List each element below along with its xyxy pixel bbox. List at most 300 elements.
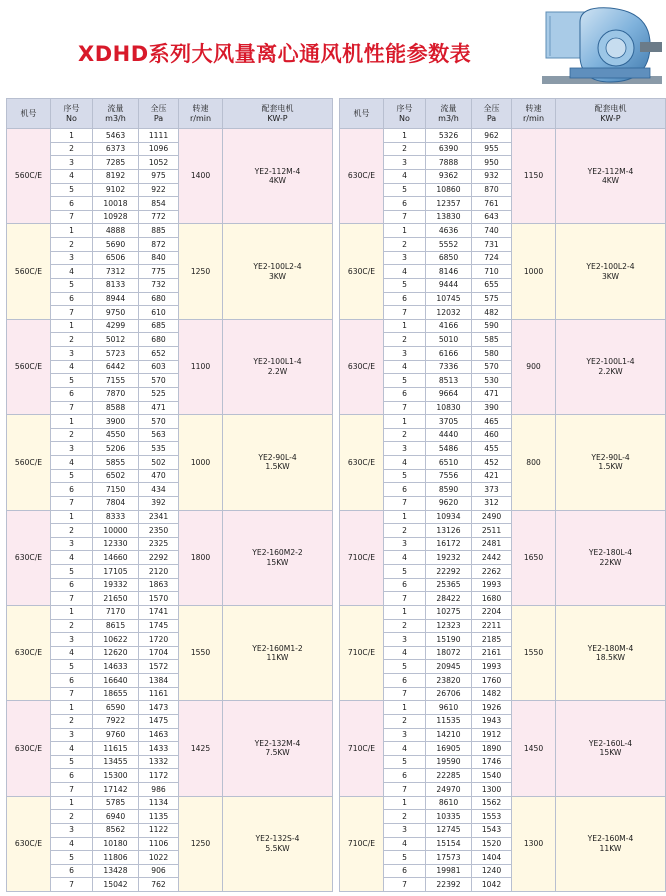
speed-cell: 1250 — [179, 796, 223, 891]
flow-cell: 6390 — [426, 142, 472, 156]
flow-cell: 8610 — [426, 796, 472, 810]
pressure-cell: 2161 — [472, 646, 512, 660]
pressure-cell: 2262 — [472, 565, 512, 579]
row-number-cell: 1 — [51, 319, 93, 333]
row-number-cell: 5 — [384, 374, 426, 388]
flow-cell: 4440 — [426, 428, 472, 442]
row-number-cell: 7 — [384, 496, 426, 510]
flow-cell: 4550 — [93, 428, 139, 442]
row-number-cell: 4 — [51, 169, 93, 183]
flow-cell: 6850 — [426, 251, 472, 265]
motor-cell — [223, 510, 333, 605]
motor-model: YE2-160M2-2 — [252, 548, 303, 558]
pressure-cell: 2185 — [472, 633, 512, 647]
flow-cell: 10275 — [426, 605, 472, 619]
motor-model: YE2-132S-4 — [255, 834, 300, 844]
speed-cell: 1550 — [179, 605, 223, 700]
flow-cell: 11615 — [93, 742, 139, 756]
flow-cell: 5012 — [93, 333, 139, 347]
row-number-cell: 3 — [384, 156, 426, 170]
flow-cell: 14660 — [93, 551, 139, 565]
pressure-cell: 1553 — [472, 810, 512, 824]
pressure-cell: 1135 — [139, 810, 179, 824]
pressure-cell: 563 — [139, 428, 179, 442]
pressure-cell: 2511 — [472, 524, 512, 538]
pressure-cell: 570 — [139, 374, 179, 388]
speed-cell: 1150 — [512, 129, 556, 224]
table-row — [7, 605, 333, 619]
row-number-cell: 1 — [384, 510, 426, 524]
flow-cell: 9620 — [426, 496, 472, 510]
pressure-cell: 680 — [139, 292, 179, 306]
pressure-cell: 603 — [139, 360, 179, 374]
pressure-cell: 1912 — [472, 728, 512, 742]
pressure-cell: 885 — [139, 224, 179, 238]
row-number-cell: 7 — [51, 306, 93, 320]
page-header — [0, 0, 666, 98]
table-header-row — [340, 99, 666, 129]
flow-cell: 12032 — [426, 306, 472, 320]
flow-cell: 9760 — [93, 728, 139, 742]
pressure-cell: 1863 — [139, 578, 179, 592]
flow-cell: 8590 — [426, 483, 472, 497]
pressure-cell: 570 — [472, 360, 512, 374]
row-number-cell: 6 — [384, 387, 426, 401]
motor-cell — [556, 224, 666, 319]
row-number-cell: 2 — [51, 810, 93, 824]
flow-cell: 16640 — [93, 674, 139, 688]
pressure-cell: 1134 — [139, 796, 179, 810]
motor-model: YE2-112M-4 — [254, 166, 301, 176]
pressure-cell: 761 — [472, 197, 512, 211]
flow-cell: 15190 — [426, 633, 472, 647]
pressure-cell: 1572 — [139, 660, 179, 674]
pressure-cell: 962 — [472, 129, 512, 143]
performance-table-left — [6, 98, 333, 892]
pressure-cell: 482 — [472, 306, 512, 320]
pressure-cell: 610 — [139, 306, 179, 320]
motor-model: YE2-160L-4 — [588, 738, 633, 748]
row-number-cell: 6 — [51, 578, 93, 592]
flow-cell: 10830 — [426, 401, 472, 415]
table-row — [7, 796, 333, 810]
motor-cell — [556, 129, 666, 224]
motor-power: 5.5KW — [265, 843, 290, 853]
model-cell: 710C/E — [340, 605, 384, 700]
row-number-cell: 2 — [51, 428, 93, 442]
row-number-cell: 2 — [384, 524, 426, 538]
flow-cell: 10335 — [426, 810, 472, 824]
flow-cell: 12330 — [93, 537, 139, 551]
motor-model: YE2-90L-4 — [591, 452, 630, 462]
row-number-cell: 6 — [384, 674, 426, 688]
row-number-cell: 4 — [51, 646, 93, 660]
flow-cell: 9664 — [426, 387, 472, 401]
row-number-cell: 1 — [384, 415, 426, 429]
speed-cell: 1800 — [179, 510, 223, 605]
flow-cell: 8133 — [93, 278, 139, 292]
flow-cell: 23820 — [426, 674, 472, 688]
model-cell: 630C/E — [7, 510, 51, 605]
flow-cell: 25365 — [426, 578, 472, 592]
pressure-cell: 2490 — [472, 510, 512, 524]
row-number-cell: 7 — [51, 210, 93, 224]
flow-cell: 5723 — [93, 347, 139, 361]
pressure-cell: 434 — [139, 483, 179, 497]
pressure-cell: 1332 — [139, 755, 179, 769]
row-number-cell: 7 — [384, 401, 426, 415]
row-number-cell: 3 — [384, 823, 426, 837]
speed-cell: 1250 — [179, 224, 223, 319]
motor-power: 22KW — [599, 557, 622, 567]
row-number-cell: 5 — [384, 469, 426, 483]
flow-cell: 8513 — [426, 374, 472, 388]
row-number-cell: 1 — [384, 319, 426, 333]
row-number-cell: 6 — [384, 864, 426, 878]
motor-power: 15KW — [266, 557, 289, 567]
flow-cell: 6442 — [93, 360, 139, 374]
row-number-cell: 5 — [51, 851, 93, 865]
motor-cell — [223, 605, 333, 700]
model-cell: 560C/E — [7, 415, 51, 510]
flow-cell: 10745 — [426, 292, 472, 306]
pressure-cell: 1300 — [472, 783, 512, 797]
row-number-cell: 3 — [51, 442, 93, 456]
flow-cell: 3900 — [93, 415, 139, 429]
flow-cell: 6510 — [426, 456, 472, 470]
table-row — [340, 319, 666, 333]
flow-cell: 11806 — [93, 851, 139, 865]
flow-cell: 10018 — [93, 197, 139, 211]
row-number-cell: 6 — [384, 197, 426, 211]
row-number-cell: 4 — [384, 360, 426, 374]
row-number-cell: 1 — [51, 415, 93, 429]
row-number-cell: 6 — [51, 674, 93, 688]
flow-cell: 6502 — [93, 469, 139, 483]
row-number-cell: 3 — [51, 823, 93, 837]
flow-cell: 9102 — [93, 183, 139, 197]
row-number-cell: 2 — [51, 142, 93, 156]
pressure-cell: 530 — [472, 374, 512, 388]
header-model: 机号 — [340, 99, 384, 129]
pressure-cell: 986 — [139, 783, 179, 797]
flow-cell: 26706 — [426, 687, 472, 701]
pressure-cell: 1096 — [139, 142, 179, 156]
header-no: 序号 No — [384, 99, 426, 129]
pressure-cell: 585 — [472, 333, 512, 347]
row-number-cell: 5 — [384, 183, 426, 197]
flow-cell: 10934 — [426, 510, 472, 524]
pressure-cell: 732 — [139, 278, 179, 292]
motor-power: 4KW — [601, 176, 620, 186]
header-speed: 转速 r/min — [179, 99, 223, 129]
flow-cell: 7150 — [93, 483, 139, 497]
row-number-cell: 7 — [51, 783, 93, 797]
pressure-cell: 2292 — [139, 551, 179, 565]
pressure-cell: 460 — [472, 428, 512, 442]
pressure-cell: 762 — [139, 878, 179, 892]
pressure-cell: 1240 — [472, 864, 512, 878]
pressure-cell: 580 — [472, 347, 512, 361]
table-row — [340, 224, 666, 238]
motor-cell — [556, 415, 666, 510]
flow-cell: 5010 — [426, 333, 472, 347]
pressure-cell: 525 — [139, 387, 179, 401]
pressure-cell: 590 — [472, 319, 512, 333]
table-row — [7, 319, 333, 333]
flow-cell: 4636 — [426, 224, 472, 238]
speed-cell: 1000 — [512, 224, 556, 319]
row-number-cell: 5 — [51, 374, 93, 388]
performance-tables — [4, 98, 664, 892]
speed-cell: 1650 — [512, 510, 556, 605]
pressure-cell: 870 — [472, 183, 512, 197]
pressure-cell: 652 — [139, 347, 179, 361]
model-cell: 710C/E — [340, 796, 384, 891]
flow-cell: 14210 — [426, 728, 472, 742]
pressure-cell: 570 — [139, 415, 179, 429]
flow-cell: 16905 — [426, 742, 472, 756]
model-cell: 560C/E — [7, 319, 51, 414]
row-number-cell: 3 — [384, 633, 426, 647]
pressure-cell: 421 — [472, 469, 512, 483]
row-number-cell: 1 — [384, 796, 426, 810]
row-number-cell: 2 — [384, 714, 426, 728]
row-number-cell: 2 — [51, 238, 93, 252]
pressure-cell: 1404 — [472, 851, 512, 865]
row-number-cell: 5 — [51, 469, 93, 483]
model-cell: 560C/E — [7, 224, 51, 319]
pressure-cell: 2325 — [139, 537, 179, 551]
flow-cell: 5326 — [426, 129, 472, 143]
row-number-cell: 1 — [384, 605, 426, 619]
row-number-cell: 2 — [51, 333, 93, 347]
row-number-cell: 1 — [384, 701, 426, 715]
flow-cell: 5486 — [426, 442, 472, 456]
pressure-cell: 455 — [472, 442, 512, 456]
row-number-cell: 3 — [51, 347, 93, 361]
pressure-cell: 1993 — [472, 660, 512, 674]
pressure-cell: 922 — [139, 183, 179, 197]
row-number-cell: 2 — [384, 619, 426, 633]
pressure-cell: 1741 — [139, 605, 179, 619]
motor-power: 1.5KW — [265, 462, 290, 472]
flow-cell: 7888 — [426, 156, 472, 170]
row-number-cell: 4 — [384, 265, 426, 279]
row-number-cell: 7 — [384, 783, 426, 797]
flow-cell: 14633 — [93, 660, 139, 674]
flow-cell: 4166 — [426, 319, 472, 333]
pressure-cell: 1052 — [139, 156, 179, 170]
model-cell: 630C/E — [340, 224, 384, 319]
row-number-cell: 1 — [384, 224, 426, 238]
table-row — [340, 510, 666, 524]
motor-power: 2.2W — [267, 366, 288, 376]
pressure-cell: 471 — [472, 387, 512, 401]
pressure-cell: 1520 — [472, 837, 512, 851]
flow-cell: 6506 — [93, 251, 139, 265]
flow-cell: 13126 — [426, 524, 472, 538]
row-number-cell: 2 — [51, 524, 93, 538]
performance-table-right — [339, 98, 666, 892]
speed-cell: 800 — [512, 415, 556, 510]
flow-cell: 7312 — [93, 265, 139, 279]
row-number-cell: 4 — [384, 551, 426, 565]
speed-cell: 1425 — [179, 701, 223, 796]
row-number-cell: 7 — [384, 306, 426, 320]
flow-cell: 13830 — [426, 210, 472, 224]
flow-cell: 11535 — [426, 714, 472, 728]
flow-cell: 6373 — [93, 142, 139, 156]
pressure-cell: 1760 — [472, 674, 512, 688]
pressure-cell: 1042 — [472, 878, 512, 892]
pressure-cell: 535 — [139, 442, 179, 456]
pressure-cell: 1543 — [472, 823, 512, 837]
table-row — [7, 510, 333, 524]
flow-cell: 12357 — [426, 197, 472, 211]
flow-cell: 12323 — [426, 619, 472, 633]
row-number-cell: 2 — [51, 619, 93, 633]
row-number-cell: 7 — [51, 401, 93, 415]
header-flow: 流量 m3/h — [93, 99, 139, 129]
speed-cell: 1000 — [179, 415, 223, 510]
row-number-cell: 4 — [384, 456, 426, 470]
flow-cell: 15042 — [93, 878, 139, 892]
row-number-cell: 6 — [51, 292, 93, 306]
flow-cell: 6166 — [426, 347, 472, 361]
row-number-cell: 3 — [384, 728, 426, 742]
flow-cell: 7804 — [93, 496, 139, 510]
header-pressure: 全压 Pa — [472, 99, 512, 129]
flow-cell: 12620 — [93, 646, 139, 660]
row-number-cell: 6 — [51, 197, 93, 211]
row-number-cell: 3 — [384, 251, 426, 265]
row-number-cell: 4 — [51, 456, 93, 470]
flow-cell: 10000 — [93, 524, 139, 538]
motor-power: 3KW — [601, 271, 620, 281]
pressure-cell: 1745 — [139, 619, 179, 633]
row-number-cell: 7 — [384, 592, 426, 606]
flow-cell: 19332 — [93, 578, 139, 592]
row-number-cell: 3 — [384, 347, 426, 361]
motor-cell — [556, 319, 666, 414]
table-row — [7, 129, 333, 143]
pressure-cell: 1890 — [472, 742, 512, 756]
pressure-cell: 2204 — [472, 605, 512, 619]
row-number-cell: 1 — [51, 701, 93, 715]
pressure-cell: 2350 — [139, 524, 179, 538]
row-number-cell: 6 — [384, 292, 426, 306]
flow-cell: 5463 — [93, 129, 139, 143]
speed-cell: 1100 — [179, 319, 223, 414]
row-number-cell: 1 — [51, 224, 93, 238]
pressure-cell: 955 — [472, 142, 512, 156]
header-speed: 转速 r/min — [512, 99, 556, 129]
flow-cell: 5855 — [93, 456, 139, 470]
row-number-cell: 7 — [51, 687, 93, 701]
flow-cell: 6590 — [93, 701, 139, 715]
flow-cell: 13455 — [93, 755, 139, 769]
pressure-cell: 1473 — [139, 701, 179, 715]
pressure-cell: 1172 — [139, 769, 179, 783]
model-cell: 630C/E — [7, 796, 51, 891]
flow-cell: 5206 — [93, 442, 139, 456]
row-number-cell: 1 — [51, 510, 93, 524]
table-header-row — [7, 99, 333, 129]
pressure-cell: 452 — [472, 456, 512, 470]
pressure-cell: 1562 — [472, 796, 512, 810]
pressure-cell: 390 — [472, 401, 512, 415]
motor-power: 3KW — [268, 271, 287, 281]
flow-cell: 3705 — [426, 415, 472, 429]
motor-cell — [223, 319, 333, 414]
table-row — [340, 701, 666, 715]
model-cell: 710C/E — [340, 510, 384, 605]
row-number-cell: 5 — [384, 755, 426, 769]
flow-cell: 8562 — [93, 823, 139, 837]
header-no: 序号 No — [51, 99, 93, 129]
pressure-cell: 1384 — [139, 674, 179, 688]
pressure-cell: 906 — [139, 864, 179, 878]
pressure-cell: 1433 — [139, 742, 179, 756]
page-title: XDHD系列大风量离心通风机性能参数表 — [78, 42, 472, 66]
motor-model: YE2-90L-4 — [258, 452, 297, 462]
model-cell: 710C/E — [340, 701, 384, 796]
flow-cell: 17105 — [93, 565, 139, 579]
header-model: 机号 — [7, 99, 51, 129]
row-number-cell: 3 — [51, 728, 93, 742]
pressure-cell: 740 — [472, 224, 512, 238]
flow-cell: 8333 — [93, 510, 139, 524]
pressure-cell: 465 — [472, 415, 512, 429]
motor-model: YE2-160M1-2 — [252, 643, 303, 653]
row-number-cell: 6 — [51, 864, 93, 878]
motor-power: 2.2KW — [598, 366, 623, 376]
speed-cell: 1400 — [179, 129, 223, 224]
table-row — [340, 796, 666, 810]
model-cell: 630C/E — [340, 129, 384, 224]
row-number-cell: 5 — [51, 660, 93, 674]
pressure-cell: 575 — [472, 292, 512, 306]
flow-cell: 7922 — [93, 714, 139, 728]
motor-model: YE2-180M-4 — [587, 643, 634, 653]
motor-power: 11KW — [599, 843, 622, 853]
pressure-cell: 1463 — [139, 728, 179, 742]
flow-cell: 12745 — [426, 823, 472, 837]
model-cell: 560C/E — [7, 129, 51, 224]
pressure-cell: 1680 — [472, 592, 512, 606]
row-number-cell: 4 — [51, 360, 93, 374]
row-number-cell: 4 — [384, 169, 426, 183]
motor-cell — [223, 701, 333, 796]
flow-cell: 19232 — [426, 551, 472, 565]
pressure-cell: 950 — [472, 156, 512, 170]
row-number-cell: 5 — [51, 565, 93, 579]
centrifugal-fan-image — [540, 2, 664, 96]
row-number-cell: 4 — [384, 646, 426, 660]
flow-cell: 17142 — [93, 783, 139, 797]
table-row — [7, 224, 333, 238]
pressure-cell: 1926 — [472, 701, 512, 715]
motor-model: YE2-112M-4 — [587, 166, 634, 176]
pressure-cell: 1106 — [139, 837, 179, 851]
row-number-cell: 2 — [384, 810, 426, 824]
pressure-cell: 1122 — [139, 823, 179, 837]
flow-cell: 20945 — [426, 660, 472, 674]
row-number-cell: 4 — [51, 742, 93, 756]
pressure-cell: 1111 — [139, 129, 179, 143]
flow-cell: 5690 — [93, 238, 139, 252]
